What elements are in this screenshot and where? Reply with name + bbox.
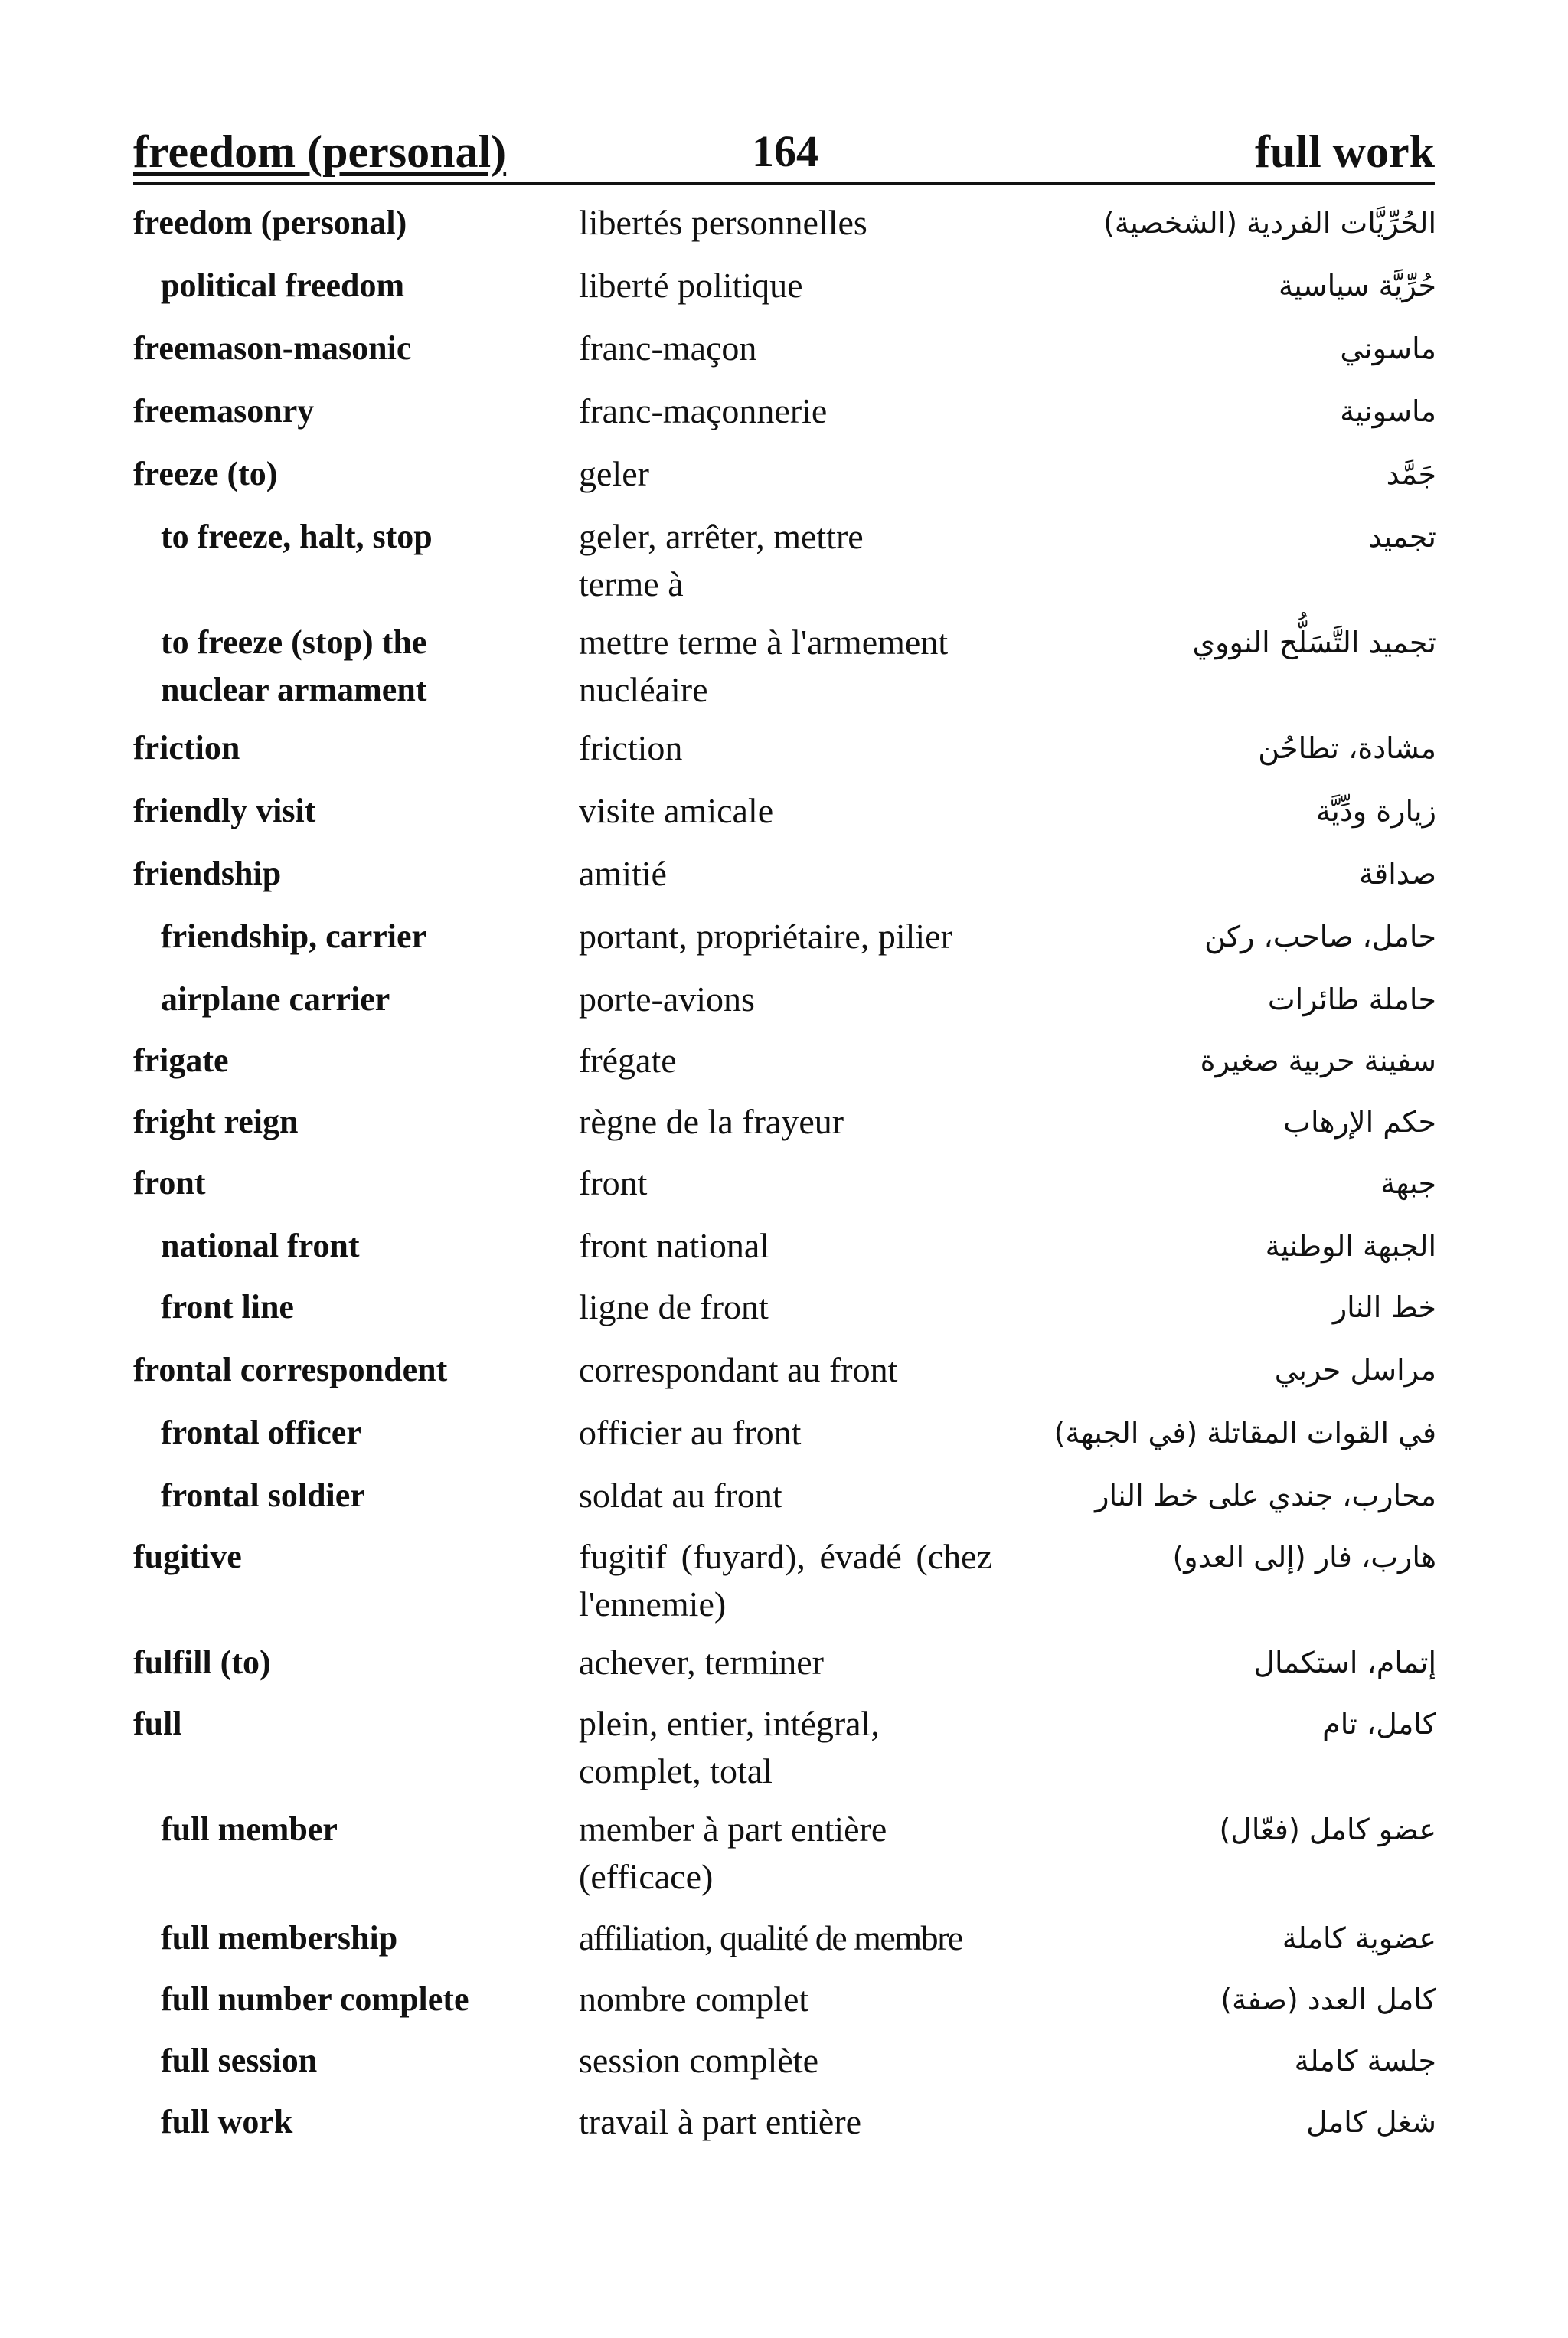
- english-term: frontal correspondent: [133, 1351, 448, 1388]
- english-term: frigate: [133, 1041, 229, 1079]
- english-term: national front: [161, 1227, 360, 1264]
- arabic-term: مشادة، تطاحُن: [1258, 731, 1436, 765]
- arabic-term: الحُرِّيَّات الفردية (الشخصية): [1103, 206, 1436, 240]
- arabic-term: تجميد: [1368, 520, 1436, 554]
- french-term: plein, entier, intégral, complet, total: [579, 1704, 880, 1790]
- english-term: front: [133, 1164, 206, 1202]
- arabic-term: ماسونية: [1340, 394, 1436, 428]
- french-term: geler: [579, 454, 649, 493]
- arabic-term: شغل كامل: [1306, 2105, 1436, 2139]
- arabic-term: الجبهة الوطنية: [1265, 1229, 1436, 1263]
- french-term: soldat au front: [579, 1476, 782, 1515]
- arabic-term: إتمام، استكمال: [1253, 1646, 1436, 1679]
- french-term: achever, terminer: [579, 1643, 824, 1682]
- english-term: full: [133, 1705, 182, 1742]
- english-term: full session: [161, 2042, 318, 2079]
- french-term: amitié: [579, 854, 667, 893]
- english-term: frontal soldier: [161, 1476, 365, 1514]
- arabic-term: خط النار: [1332, 1290, 1436, 1324]
- header-first-entry: freedom (personal): [133, 126, 507, 177]
- arabic-term: في القوات المقاتلة (في الجبهة): [1054, 1416, 1436, 1450]
- arabic-term: محارب، جندي على خط النار: [1095, 1479, 1436, 1512]
- arabic-term: زيارة ودِّيَّة: [1315, 794, 1436, 828]
- french-term: frégate: [579, 1041, 677, 1080]
- arabic-term: جَمَّد: [1386, 457, 1436, 491]
- arabic-term: عضوية كاملة: [1282, 1921, 1436, 1955]
- arabic-term: جبهة: [1380, 1166, 1436, 1200]
- french-term: mettre terme à l'armement nucléaire: [579, 623, 949, 709]
- english-term: front line: [161, 1288, 294, 1326]
- french-term: member à part entière (efficace): [579, 1810, 887, 1896]
- french-term: officier au front: [579, 1413, 802, 1452]
- english-term: frontal officer: [161, 1414, 361, 1451]
- french-term: liberté politique: [579, 266, 803, 305]
- english-term: fugitive: [133, 1538, 242, 1575]
- english-term: friction: [133, 729, 240, 767]
- arabic-term: حامل، صاحب، ركن: [1204, 920, 1436, 953]
- french-term: nombre complet: [579, 1980, 809, 2019]
- arabic-term: كامل العدد (صفة): [1220, 1983, 1436, 2016]
- english-term: full membership: [161, 1919, 398, 1957]
- arabic-term: سفينة حربية صغيرة: [1200, 1044, 1436, 1077]
- english-term: friendly visit: [133, 792, 316, 829]
- french-term: front national: [579, 1226, 770, 1265]
- arabic-term: حكم الإرهاب: [1283, 1105, 1436, 1139]
- arabic-term: حاملة طائرات: [1267, 983, 1436, 1016]
- english-term: to freeze, halt, stop: [161, 518, 433, 555]
- arabic-term: عضو كامل (فعّال): [1219, 1813, 1436, 1846]
- french-term: geler, arrêter, mettre terme à: [579, 517, 864, 603]
- arabic-term: هارب، فار (إلى العدو): [1172, 1540, 1436, 1574]
- french-term: friction: [579, 728, 683, 767]
- french-term: franc-maçonnerie: [579, 391, 828, 430]
- french-term: franc-maçon: [579, 329, 757, 368]
- french-term: libertés personnelles: [579, 203, 867, 242]
- arabic-term: جلسة كاملة: [1294, 2044, 1436, 2078]
- french-term: ligne de front: [579, 1287, 769, 1326]
- english-term: to freeze (stop) the nuclear armament: [161, 623, 427, 708]
- english-term: fulfill (to): [133, 1643, 271, 1681]
- french-term: portant, propriétaire, pilier: [579, 917, 952, 956]
- french-term: affiliation, qualité de membre: [579, 1918, 962, 1957]
- page-number: 164: [752, 126, 818, 176]
- english-term: fright reign: [133, 1103, 299, 1140]
- english-term: full work: [161, 2103, 293, 2140]
- french-term: porte-avions: [579, 979, 755, 1019]
- french-term: fugitif (fuyard), évadé (chez l'ennemie): [579, 1537, 992, 1624]
- english-term: freemasonry: [133, 392, 315, 430]
- english-term: friendship, carrier: [161, 917, 427, 955]
- french-term: correspondant au front: [579, 1350, 898, 1389]
- english-term: airplane carrier: [161, 980, 390, 1018]
- english-term: freeze (to): [133, 455, 278, 492]
- arabic-term: تجميد التَّسَلُّح النووي: [1192, 626, 1436, 659]
- english-term: friendship: [133, 855, 282, 892]
- french-term: front: [579, 1163, 648, 1202]
- english-term: full number complete: [161, 1980, 469, 2018]
- english-term: full member: [161, 1810, 338, 1848]
- english-term: freedom (personal): [133, 204, 407, 241]
- arabic-term: مراسل حربي: [1274, 1353, 1436, 1387]
- french-term: session complète: [579, 2041, 818, 2080]
- french-term: règne de la frayeur: [579, 1102, 844, 1141]
- english-term: freemason-masonic: [133, 329, 412, 367]
- english-term: political freedom: [161, 266, 405, 304]
- header-last-entry: full work: [1254, 126, 1435, 177]
- arabic-term: كامل، تام: [1322, 1707, 1436, 1741]
- arabic-term: حُرِّيَّة سياسية: [1278, 269, 1436, 302]
- french-term: visite amicale: [579, 791, 774, 830]
- french-term: travail à part entière: [579, 2102, 862, 2141]
- arabic-term: صداقة: [1358, 857, 1436, 891]
- arabic-term: ماسوني: [1340, 332, 1436, 365]
